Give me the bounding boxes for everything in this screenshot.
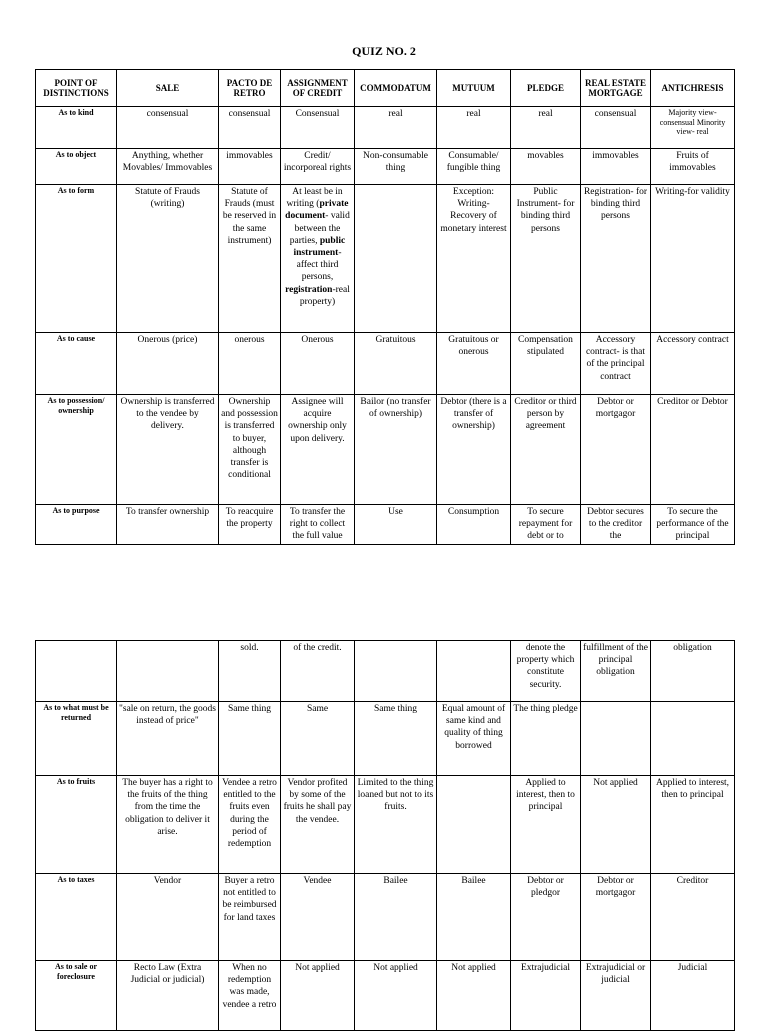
header-antichresis: ANTICHRESIS xyxy=(651,70,735,107)
table-cell: Consumable/ fungible thing xyxy=(437,149,511,185)
row-label: As to what must be returned xyxy=(36,702,117,776)
table-cell: Anything, whether Movables/ Immovables xyxy=(117,149,219,185)
row-label: As to form xyxy=(36,185,117,333)
table-cell: Creditor or Debtor xyxy=(651,395,735,505)
table-cell: Debtor secures to the creditor the xyxy=(581,505,651,545)
row-label: As to object xyxy=(36,149,117,185)
text-run: - affect third persons, xyxy=(296,248,342,283)
table-cell: Credit/ incorporeal rights xyxy=(281,149,355,185)
table-cell: Exception: Writing- Recovery of monetary interest xyxy=(437,185,511,333)
table-cell: fulfillment of the principal obligation xyxy=(581,641,651,702)
text-run: At least be in writing ( xyxy=(286,187,343,210)
table-cell: Extrajudicial xyxy=(511,961,581,1031)
table-cell: Creditor or third person by agreement xyxy=(511,395,581,505)
table-cell: To transfer ownership xyxy=(117,505,219,545)
table-cell: denote the property which constitute security. xyxy=(511,641,581,702)
table-row xyxy=(36,776,735,874)
header-pledge: PLEDGE xyxy=(511,70,581,107)
table-cell: onerous xyxy=(219,333,281,395)
header-sale: SALE xyxy=(117,70,219,107)
table-cell: Gratuitous or onerous xyxy=(437,333,511,395)
table-cell: Ownership and possession is transferred to buyer, although transfer is conditional xyxy=(219,395,281,505)
table-row xyxy=(36,395,735,505)
table-cell: real xyxy=(355,107,437,149)
table-cell: Not applied xyxy=(355,961,437,1031)
table-cell: Statute of Frauds (must be reserved in the same instrument) xyxy=(219,185,281,333)
table-cell: Same thing xyxy=(355,702,437,776)
row-label: As to fruits xyxy=(36,776,117,874)
table-cell: obligation xyxy=(651,641,735,702)
table-cell: consensual xyxy=(219,107,281,149)
table-cell: Vendee xyxy=(281,874,355,961)
table-cell: Applied to interest, then to principal xyxy=(511,776,581,874)
table-row xyxy=(36,185,735,333)
header-real-estate-mortgage: REAL ESTATE MORTGAGE xyxy=(581,70,651,107)
table-cell: Vendor profited by some of the fruits he shall pay the vendee. xyxy=(281,776,355,874)
table-row xyxy=(36,702,735,776)
table-cell: Same xyxy=(281,702,355,776)
table-cell: Bailee xyxy=(355,874,437,961)
header-assignment-of-credit: ASSIGNMENT OF CREDIT xyxy=(281,70,355,107)
table-cell: Gratuitous xyxy=(355,333,437,395)
table-cell: To transfer the right to collect the full value xyxy=(281,505,355,545)
header-point-of-distinctions: POINT OF DISTINCTIONS xyxy=(36,70,117,107)
bold-text: registration xyxy=(285,284,333,295)
header-commodatum: COMMODATUM xyxy=(355,70,437,107)
table-cell xyxy=(117,641,219,702)
table-cell: Bailee xyxy=(437,874,511,961)
table-cell: Applied to interest, then to principal xyxy=(651,776,735,874)
table-cell: of the credit. xyxy=(281,641,355,702)
text-run: - valid between the parties, xyxy=(289,211,350,246)
table-cell: Ownership is transferred to the vendee by delivery. xyxy=(117,395,219,505)
table-cell: Limited to the thing loaned but not to its fruits. xyxy=(355,776,437,874)
table-cell: To secure repayment for debt or to xyxy=(511,505,581,545)
table-cell: The thing pledge xyxy=(511,702,581,776)
table-cell: Extrajudicial or judicial xyxy=(581,961,651,1031)
table-row xyxy=(36,641,735,702)
table-cell: Onerous (price) xyxy=(117,333,219,395)
table-row xyxy=(36,149,735,185)
table-cell: Writing-for validity xyxy=(651,185,735,333)
table-cell: Non-consumable thing xyxy=(355,149,437,185)
table-cell: Equal amount of same kind and quality of thing borrowed xyxy=(437,702,511,776)
table-cell: Registration- for binding third persons xyxy=(581,185,651,333)
table-cell: sold. xyxy=(219,641,281,702)
table-cell: Consensual xyxy=(281,107,355,149)
table-cell: Debtor or mortgagor xyxy=(581,874,651,961)
table-cell: Debtor (there is a transfer of ownership) xyxy=(437,395,511,505)
bold-text: public instrument xyxy=(293,235,346,259)
table-cell: Assignee will acquire ownership only upon delivery. xyxy=(281,395,355,505)
table-cell: immovables xyxy=(581,149,651,185)
row-label: As to taxes xyxy=(36,874,117,961)
table-cell: Not applied xyxy=(581,776,651,874)
table-cell: Creditor xyxy=(651,874,735,961)
table-row xyxy=(36,874,735,961)
row-label: As to purpose xyxy=(36,505,117,545)
text-run: -real property) xyxy=(299,284,350,307)
table-cell: Not applied xyxy=(437,961,511,1031)
bold-text: private document xyxy=(285,199,349,222)
table-cell: Compensation stipulated xyxy=(511,333,581,395)
table-cell xyxy=(355,641,437,702)
comparison-table-part-2 xyxy=(35,640,735,1031)
table-cell: Same thing xyxy=(219,702,281,776)
table-cell: consensual xyxy=(117,107,219,149)
table-cell: To secure the performance of the principal xyxy=(651,505,735,545)
table-cell xyxy=(581,702,651,776)
table-cell: consensual xyxy=(581,107,651,149)
page-title: QUIZ NO. 2 xyxy=(352,44,416,58)
row-label xyxy=(36,641,117,702)
table-cell xyxy=(437,776,511,874)
table-cell: Accessory contract xyxy=(651,333,735,395)
table-row xyxy=(36,333,735,395)
table-cell: movables xyxy=(511,149,581,185)
table-cell: Onerous xyxy=(281,333,355,395)
table-cell: To reacquire the property xyxy=(219,505,281,545)
table-cell xyxy=(437,641,511,702)
table-row xyxy=(36,961,735,1031)
header-mutuum: MUTUUM xyxy=(437,70,511,107)
table-cell: Statute of Frauds (writing) xyxy=(117,185,219,333)
table-cell xyxy=(281,185,355,333)
table-cell: Consumption xyxy=(437,505,511,545)
table-cell: immovables xyxy=(219,149,281,185)
table-cell: When no redemption was made, vendee a retro xyxy=(219,961,281,1031)
comparison-table-part-1 xyxy=(35,69,735,545)
header-pacto-de-retro: PACTO DE RETRO xyxy=(219,70,281,107)
table-cell: Vendee a retro entitled to the fruits even during the period of redemption xyxy=(219,776,281,874)
header-row xyxy=(36,70,735,107)
table-cell: real xyxy=(511,107,581,149)
table-cell: Buyer a retro not entitled to be reimbursed for land taxes xyxy=(219,874,281,961)
table-cell: Recto Law (Extra Judicial or judicial) xyxy=(117,961,219,1031)
table-cell xyxy=(355,185,437,333)
table-cell: real xyxy=(437,107,511,149)
table-cell: Accessory contract- is that of the principal contract xyxy=(581,333,651,395)
row-label: As to sale or foreclosure xyxy=(36,961,117,1031)
table-cell: Vendor xyxy=(117,874,219,961)
table-cell: Fruits of immovables xyxy=(651,149,735,185)
table-cell: "sale on return, the goods instead of price" xyxy=(117,702,219,776)
table-cell: Bailor (no transfer of ownership) xyxy=(355,395,437,505)
table-row xyxy=(36,107,735,149)
table-cell: Not applied xyxy=(281,961,355,1031)
row-label: As to cause xyxy=(36,333,117,395)
table-cell: Majority view- consensual Minority view- real xyxy=(651,107,735,149)
table-cell: Judicial xyxy=(651,961,735,1031)
table-cell: The buyer has a right to the fruits of the thing from the time the obligation to deliver it arise. xyxy=(117,776,219,874)
table-cell xyxy=(651,702,735,776)
row-label: As to kind xyxy=(36,107,117,149)
table-cell: Debtor or pledgor xyxy=(511,874,581,961)
table-row xyxy=(36,505,735,545)
table-cell: Debtor or mortgagor xyxy=(581,395,651,505)
row-label: As to possession/ ownership xyxy=(36,395,117,505)
table-cell: Public Instrument- for binding third persons xyxy=(511,185,581,333)
table-cell: Use xyxy=(355,505,437,545)
